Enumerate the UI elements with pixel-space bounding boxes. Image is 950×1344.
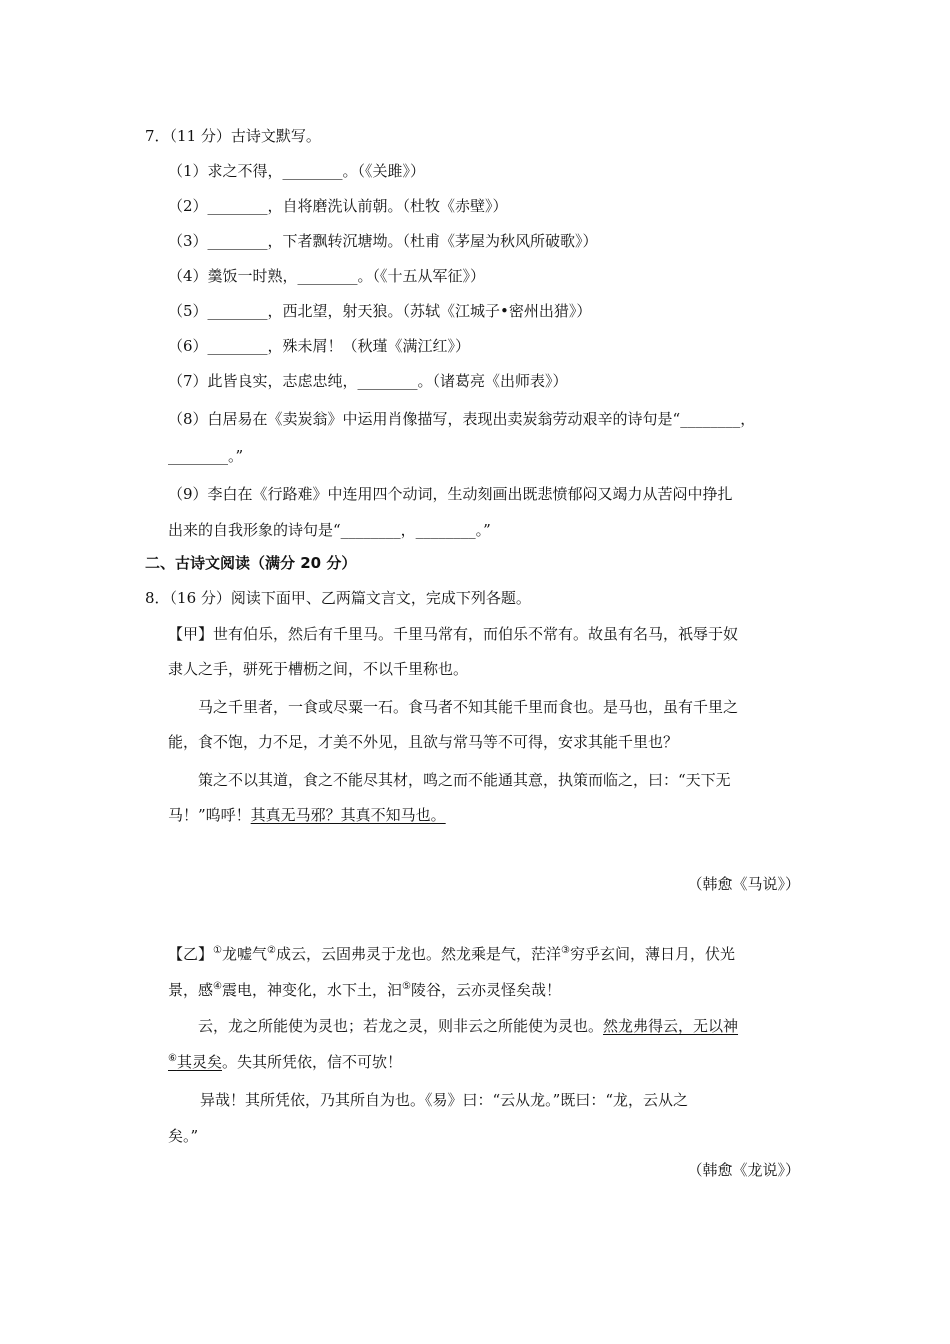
yi-underlined-sentence-part2: [168, 1053, 222, 1071]
note-marker-3: ③: [560, 945, 570, 956]
q8-heading: 8．（16 分）阅读下面甲、乙两篇文言文，完成下列各题。: [145, 589, 531, 607]
yi-underlined-text: 其灵矣: [176, 1053, 222, 1071]
yi-p1-line2-c: 陵谷，云亦灵怪矣哉！: [410, 981, 561, 999]
yi-p1-line2: [168, 980, 561, 1000]
note-marker-4: ④: [213, 981, 222, 992]
q7-item-4: （4）羹饭一时熟，________。（《十五从军征》）: [168, 267, 486, 285]
note-marker-6: ⑥: [168, 1053, 177, 1064]
jia-p3-line2: [168, 805, 446, 825]
jia-p2-line1: 马之千里者，一食或尽粟一石。食马者不知其能千里而食也。是马也，虽有千里之: [198, 698, 739, 716]
yi-p2-line2: [168, 1052, 402, 1072]
q7-item-5: （5）________，西北望，射天狼。（苏轼《江城子•密州出猎》）: [168, 302, 592, 320]
q7-item-8-line2: ________。”: [168, 447, 244, 465]
note-marker-2: ②: [267, 945, 276, 956]
q7-item-9-line2: 出来的自我形象的诗句是“________，________。”: [168, 521, 491, 539]
jia-underlined-sentence: 其真无马邪？其真不知马也。: [250, 806, 446, 824]
jia-p3-line1: 策之不以其道，食之不能尽其材，鸣之而不能通其意，执策而临之，曰：“天下无: [198, 771, 731, 789]
q7-item-3: （3）________，下者飘转沉塘坳。（杜甫《茅屋为秋风所破歌》）: [168, 232, 598, 250]
yi-p2-line2-plain: 。失其所凭依，信不可欤！: [221, 1053, 402, 1071]
yi-p1-line2-b: 震电，神变化，水下土，汩: [221, 981, 402, 999]
yi-p1-b: 成云，云固弗灵于龙也。然龙乘是气，茫洋: [275, 945, 561, 963]
section-heading: 二、古诗文阅读（满分 20 分）: [145, 554, 357, 572]
q7-heading: 7．（11 分）古诗文默写。: [145, 127, 321, 145]
q7-item-8-line1: （8）白居易在《卖炭翁》中运用肖像描写，表现出卖炭翁劳动艰辛的诗句是“________，: [168, 410, 756, 428]
q7-item-9-line1: （9）李白在《行路难》中连用四个动词，生动刻画出既悲愤郁闷又竭力从苦闷中挣扎: [168, 485, 733, 503]
q7-item-6: （6）________，殊未屑！（秋瑾《满江红》）: [168, 337, 471, 355]
q7-item-7: （7）此皆良实，志虑忠纯，________。（诸葛亮《出师表》）: [168, 372, 568, 390]
yi-p1-line2-a: 景，感: [168, 981, 214, 999]
note-marker-1: ①: [213, 945, 222, 956]
jia-source: （韩愈《马说》）: [687, 875, 800, 893]
jia-p1-line1: 【甲】世有伯乐，然后有千里马。千里马常有，而伯乐不常有。故虽有名马，祇辱于奴: [168, 625, 739, 643]
yi-p3-line1: 异哉！其所凭依，乃其所自为也。《易》曰：“云从龙。”既曰：“龙，云从之: [200, 1091, 689, 1109]
yi-p3-line2: 矣。”: [168, 1127, 199, 1145]
q7-item-1: （1）求之不得，________。（《关雎》）: [168, 162, 426, 180]
yi-p1-a: 龙嘘气: [221, 945, 267, 963]
yi-p2-line1: [198, 1016, 738, 1036]
jia-p1-line2: 隶人之手，骈死于槽枥之间，不以千里称也。: [168, 660, 469, 678]
jia-p3-plain: 马！”呜呼！: [168, 806, 251, 824]
yi-underlined-sentence-part1: 然龙弗得云，无以神: [603, 1017, 739, 1035]
q7-item-2: （2）________，自将磨洗认前朝。（杜牧《赤壁》）: [168, 197, 508, 215]
jia-p2-line2: 能，食不饱，力不足，才美不外见，且欲与常马等不可得，安求其能千里也？: [168, 733, 679, 751]
yi-source: （韩愈《龙说》）: [687, 1161, 800, 1179]
yi-p1-line1: [168, 944, 735, 964]
yi-tag: 【乙】: [168, 945, 214, 963]
note-marker-5: ⑤: [402, 981, 411, 992]
yi-p2-plain: 云，龙之所能使为灵也；若龙之灵，则非云之所能使为灵也。: [198, 1017, 604, 1035]
yi-p1-c: 穷乎玄间，薄日月，伏光: [569, 945, 735, 963]
